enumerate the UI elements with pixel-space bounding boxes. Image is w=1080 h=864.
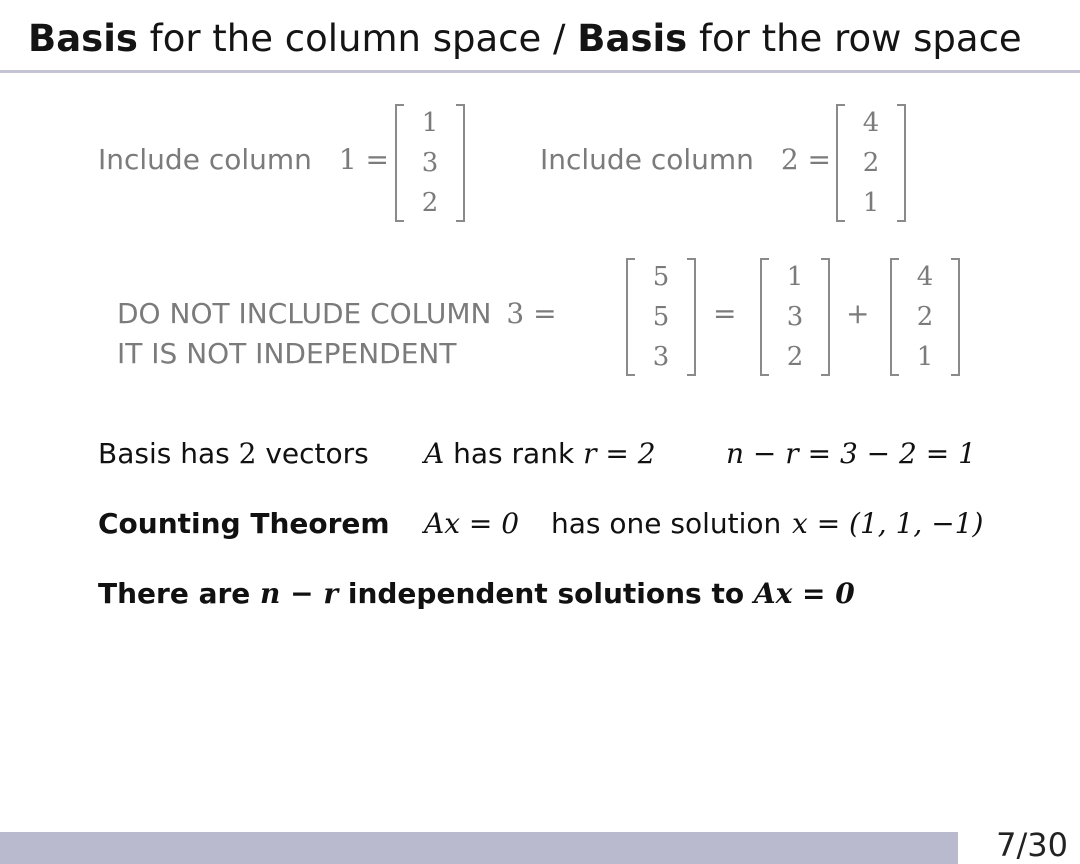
basis-tail: vectors — [265, 437, 369, 470]
statement-eq: Ax = 0 — [753, 577, 855, 610]
basis-count: 2 — [238, 437, 257, 470]
nullity-expression: n − r = 3 − 2 = 1 — [726, 437, 976, 470]
title-bold-basis-2: Basis — [577, 17, 688, 60]
matrix-entry: 3 — [421, 148, 439, 178]
include-label-1: Include column — [98, 143, 312, 176]
include-eq-1: = — [365, 143, 390, 176]
matrix-entry: 1 — [786, 262, 804, 292]
title-text-1: for the column space / — [137, 17, 578, 60]
matrix-entry: 2 — [916, 302, 934, 332]
homogeneous-equation: Ax = 0 — [424, 507, 520, 540]
title-divider — [0, 70, 1080, 73]
matrix-entry: 1 — [916, 342, 934, 372]
matrix-entry: 1 — [862, 188, 880, 218]
statement-expr: n − r — [260, 577, 339, 610]
exclude-label: DO NOT INCLUDE COLUMN — [117, 297, 492, 330]
title-bold-basis-1: Basis — [28, 17, 138, 60]
matrix-entry: 2 — [421, 188, 439, 218]
solution-vector: x = (1, 1, −1) — [792, 507, 984, 540]
rank-text: has rank — [453, 437, 575, 470]
title-text-2: for the row space — [687, 17, 1022, 60]
exclude-eq: = — [533, 297, 557, 330]
matrix-entry: 3 — [786, 302, 804, 332]
footer-bar — [0, 832, 958, 864]
matrix-entry: 5 — [652, 302, 670, 332]
exclude-column-3-line2: IT IS NOT INDEPENDENT — [117, 337, 457, 370]
matrix-a-symbol: A — [424, 437, 445, 470]
page-number: 7/30 — [996, 826, 1068, 864]
matrix-entry: 3 — [652, 342, 670, 372]
include-index-1: 1 — [338, 143, 357, 176]
include-eq-2: = — [807, 143, 832, 176]
include-index-2: 2 — [780, 143, 799, 176]
independent-solutions-statement — [98, 577, 855, 610]
matrix-entry: 1 — [421, 108, 439, 138]
equals-sign: = — [713, 297, 737, 330]
include-column-1-matrix — [395, 104, 465, 222]
matrix-entry: 4 — [862, 108, 880, 138]
matrix-entry: 5 — [652, 262, 670, 292]
matrix-entry: 2 — [862, 148, 880, 178]
include-column-2-text — [540, 143, 831, 176]
column-1-matrix — [760, 258, 830, 376]
matrix-entry: 4 — [916, 262, 934, 292]
include-label-2: Include column — [540, 143, 754, 176]
plus-sign: + — [846, 297, 870, 330]
basis-size-fact — [98, 437, 369, 470]
exclude-index: 3 — [506, 297, 525, 330]
matrix-entry: 2 — [786, 342, 804, 372]
include-column-2-matrix — [836, 104, 906, 222]
rank-fact — [424, 437, 656, 470]
rank-expression: r = 2 — [583, 437, 656, 470]
counting-theorem-label: Counting Theorem — [98, 507, 390, 540]
include-column-1-text — [98, 143, 389, 176]
basis-text: Basis has — [98, 437, 230, 470]
statement-part1: There are — [98, 577, 251, 610]
one-solution-text: has one solution — [551, 507, 782, 540]
column-3-matrix — [626, 258, 696, 376]
exclude-column-3-line1 — [117, 297, 557, 330]
column-2-matrix — [890, 258, 960, 376]
slide-title — [28, 14, 1022, 64]
statement-part2: independent solutions to — [347, 577, 745, 610]
